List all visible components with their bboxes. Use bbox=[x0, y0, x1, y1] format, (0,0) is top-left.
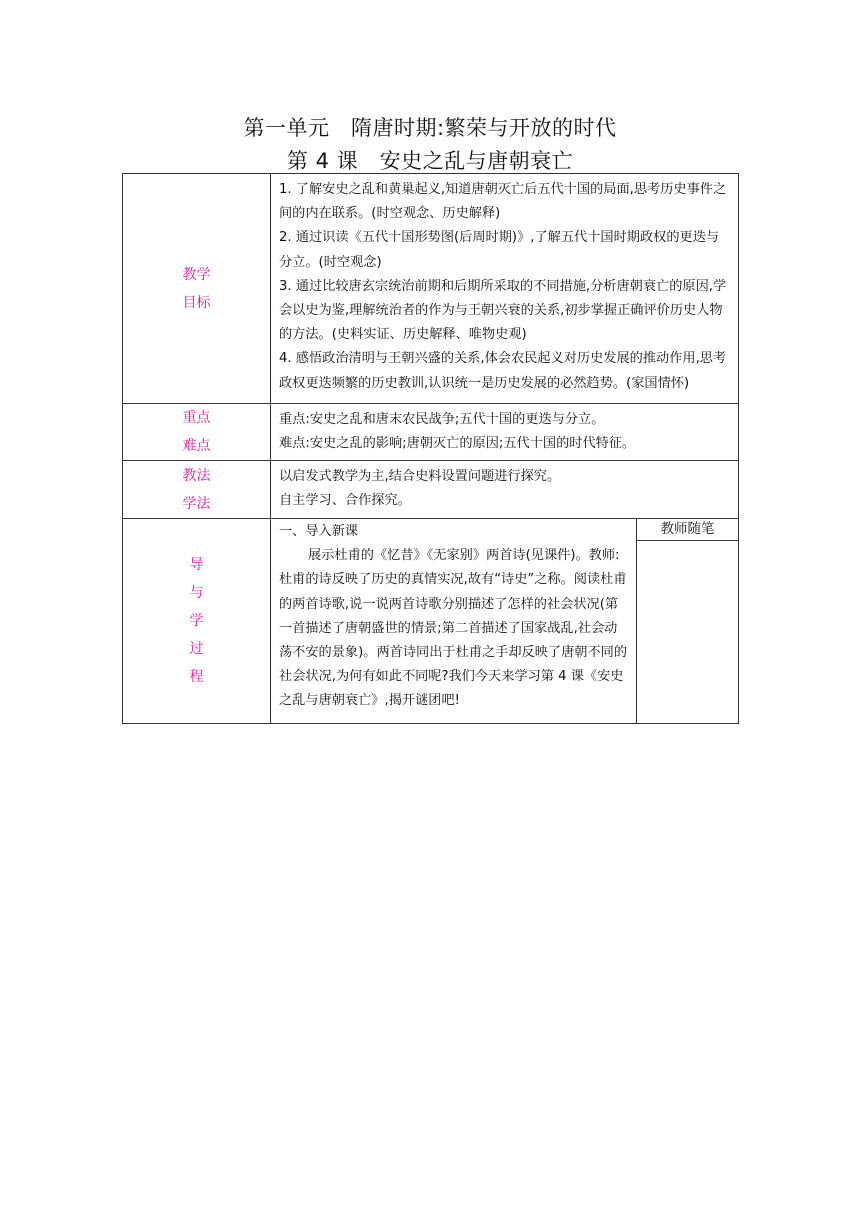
process-content bbox=[271, 519, 637, 724]
teaching-method-text: 以启发式教学为主,结合史料设置问题进行探究。 bbox=[279, 469, 561, 484]
key-points-row bbox=[123, 404, 739, 461]
lesson-title: 第 4 课 安史之乱与唐朝衰亡 bbox=[286, 149, 574, 173]
key-points-label-line2: 难点 bbox=[182, 438, 211, 454]
objectives-content bbox=[271, 174, 739, 404]
key-points-content bbox=[271, 404, 739, 461]
process-label bbox=[123, 519, 271, 724]
methods-content bbox=[271, 461, 739, 519]
methods-label-line2: 学法 bbox=[182, 495, 211, 512]
objectives-label-line2: 目标 bbox=[182, 294, 211, 311]
methods-label bbox=[123, 461, 271, 519]
key-points-label-line1: 重点 bbox=[182, 410, 211, 426]
intro-paragraph: 展示杜甫的《忆昔》《无家别》两首诗(见课件)。教师:杜甫的诗反映了历史的真情实况,故有“诗史”之称。阅读杜甫的两首诗歌,说一说两首诗歌分别描述了怎样的社会状况(第一首描述了唐朝盛世的情景;第二首描述了国家战乱,社会动荡不安的景象)。两首诗同出于杜甫之手却反映了唐朝不同的社会状况,为何有如此不同呢?我们今天来学习第 4 课《安史之乱与唐朝衰亡》,揭开谜团吧! bbox=[279, 548, 628, 709]
key-points-label bbox=[123, 404, 271, 461]
objectives-row bbox=[123, 174, 739, 404]
teacher-notes-cell bbox=[637, 519, 739, 724]
teacher-notes-header: 教师随笔 bbox=[637, 519, 738, 541]
process-label-char: 与 bbox=[189, 585, 204, 601]
process-label-char: 学 bbox=[189, 613, 204, 629]
objective-item: 3. 通过比较唐玄宗统治前期和后期所采取的不同措施,分析唐朝衰亡的原因,学会以史为鉴,理解统治者的作为与王朝兴衰的关系,初步掌握正确评价历史人物的方法。(史料实证、历史解释、唯物史观) bbox=[279, 278, 727, 343]
objectives-label bbox=[123, 174, 271, 404]
process-label-char: 导 bbox=[189, 557, 204, 573]
objective-item: 4. 感悟政治清明与王朝兴盛的关系,体会农民起义对历史发展的推动作用,思考政权更迭频繁的历史教训,认识统一是历史发展的必然趋势。(家国情怀) bbox=[279, 351, 727, 391]
methods-label-line1: 教法 bbox=[182, 467, 211, 484]
process-row bbox=[123, 519, 739, 724]
lesson-plan-table bbox=[122, 173, 739, 724]
methods-row bbox=[123, 461, 739, 519]
objective-item: 2. 通过识读《五代十国形势图(后周时期)》,了解五代十国时期政权的更迭与分立。(时空观念) bbox=[279, 230, 720, 270]
objectives-label-line1: 教学 bbox=[182, 266, 211, 283]
difficult-point-text: 难点:安史之乱的影响;唐朝灭亡的原因;五代十国的时代特征。 bbox=[279, 436, 636, 452]
section-heading: 一、导入新课 bbox=[279, 524, 359, 539]
learning-method-text: 自主学习、合作探究。 bbox=[279, 493, 411, 509]
key-point-text: 重点:安史之乱和唐末农民战争;五代十国的更迭与分立。 bbox=[279, 412, 605, 427]
process-label-char: 过 bbox=[189, 641, 204, 657]
process-label-char: 程 bbox=[189, 669, 204, 685]
unit-title: 第一单元 隋唐时期:繁荣与开放的时代 bbox=[243, 116, 617, 140]
objective-item: 1. 了解安史之乱和黄巢起义,知道唐朝灭亡后五代十国的局面,思考历史事件之间的内在联系。(时空观念、历史解释) bbox=[279, 182, 727, 222]
